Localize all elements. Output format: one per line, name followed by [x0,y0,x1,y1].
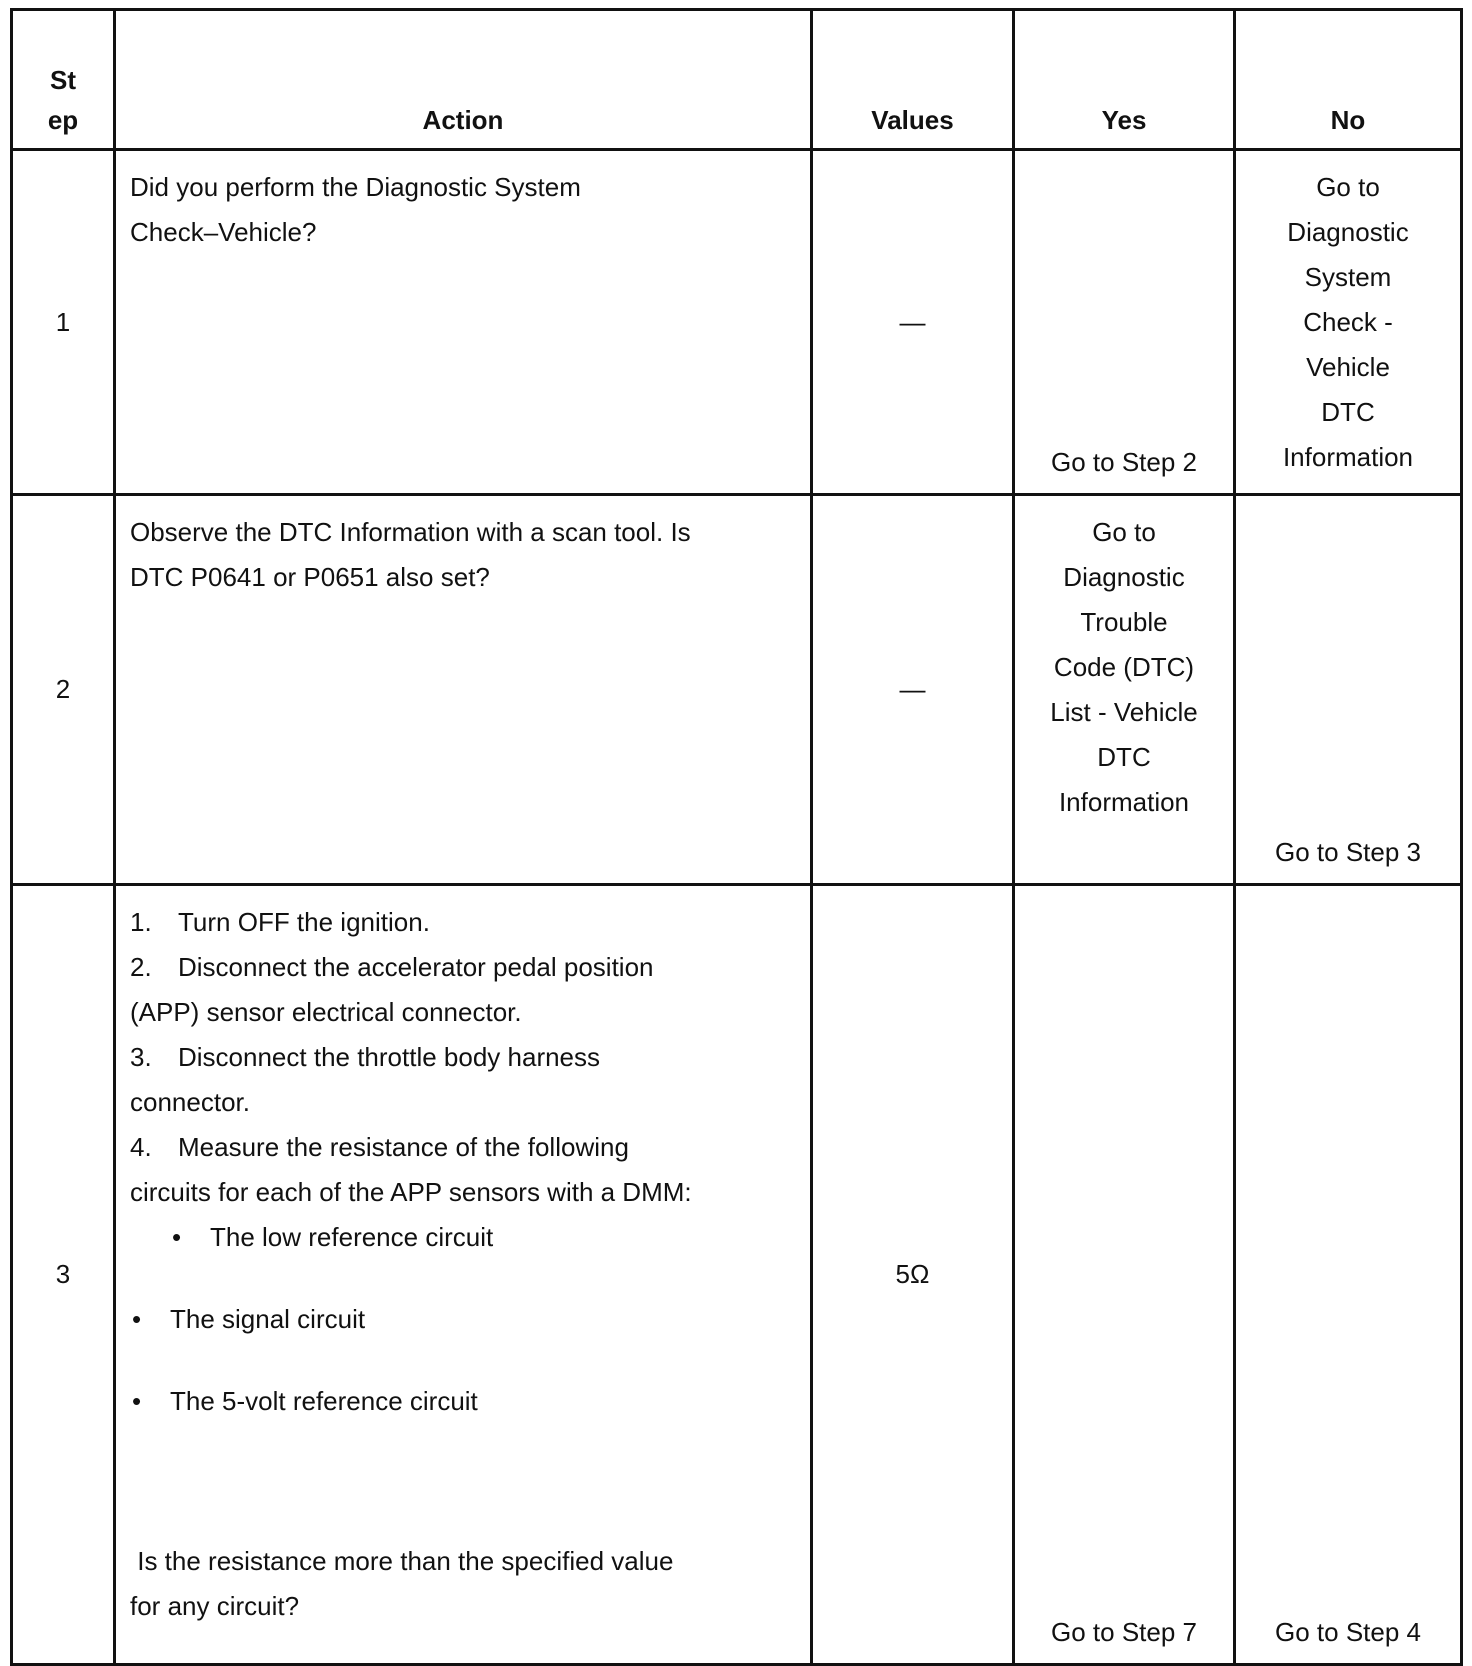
yes-line: List - Vehicle [1050,697,1198,727]
no-line: Go to [1316,172,1380,202]
action-line: Did you perform the Diagnostic System [130,172,581,202]
yes-line: Trouble [1080,607,1168,637]
header-values: Values [812,10,1014,150]
header-step-line2: ep [47,105,79,135]
substep-text: Measure the resistance of the following [178,1132,629,1162]
action-cell [115,885,812,1665]
header-yes: Yes [1014,10,1235,150]
diagnostic-table [10,8,1463,1666]
bullet-icon: • [132,1304,142,1334]
header-no: No [1235,10,1462,150]
yes-link[interactable] [1015,510,1233,825]
action-line: DTC P0641 or P0651 also set? [130,562,490,592]
no-line: System [1304,262,1392,292]
action-cell [115,495,812,885]
no-link[interactable]: Go to Step 4 [1275,1617,1421,1647]
bullet-text: The low reference circuit [210,1222,494,1252]
bullet-item [130,1297,798,1342]
yes-link[interactable]: Go to Step 2 [1051,447,1197,477]
bullet-item [130,1215,798,1260]
yes-line: Diagnostic [1063,562,1185,592]
substep-number: 1. [130,907,152,937]
table-row [12,885,1462,1665]
no-line: Check - [1303,307,1393,337]
yes-link[interactable]: Go to Step 7 [1051,1617,1197,1647]
header-row [12,10,1462,150]
no-line: Vehicle [1306,352,1390,382]
substep-4-cont: circuits for each of the APP sensors with a DMM: [130,1177,692,1207]
value-cell: — [812,150,1014,495]
yes-cell [1014,150,1235,495]
no-cell [1235,150,1462,495]
substep-1 [130,900,798,945]
table-row [12,150,1462,495]
bullet-item [130,1379,798,1424]
no-link[interactable] [1236,165,1460,480]
step-number: 1 [12,150,115,495]
no-link[interactable]: Go to Step 3 [1275,837,1421,867]
yes-line: Go to [1092,517,1156,547]
yes-cell [1014,495,1235,885]
action-cell [115,150,812,495]
no-line: Diagnostic [1287,217,1409,247]
value-cell: 5Ω [812,885,1014,1665]
header-step-line1: St [50,65,76,95]
question-line: Is the resistance more than the specified value [137,1546,674,1576]
header-action: Action [115,10,812,150]
substep-number: 2. [130,952,152,982]
substep-text: Disconnect the accelerator pedal position [178,952,654,982]
substep-number: 4. [130,1132,152,1162]
header-step [12,10,115,150]
substep-3-cont: connector. [130,1087,250,1117]
value-cell: — [812,495,1014,885]
action-line: Check–Vehicle? [130,217,317,247]
substep-2-cont: (APP) sensor electrical connector. [130,997,522,1027]
yes-line: Code (DTC) [1053,652,1195,682]
bullet-text: The 5-volt reference circuit [170,1386,478,1416]
substep-text: Disconnect the throttle body harness [178,1042,601,1072]
step-number: 2 [12,495,115,885]
bullet-icon: • [132,1386,142,1416]
yes-line: DTC [1097,742,1151,772]
step-number: 3 [12,885,115,1665]
no-cell [1235,885,1462,1665]
no-cell [1235,495,1462,885]
bullet-text: The signal circuit [170,1304,366,1334]
no-line: DTC [1321,397,1375,427]
question-line: for any circuit? [130,1591,300,1621]
substep-number: 3. [130,1042,152,1072]
substep-text: Turn OFF the ignition. [178,907,430,937]
substep-3 [130,1035,798,1080]
substep-2 [130,945,798,990]
substep-4 [130,1125,798,1170]
no-line: Information [1282,442,1414,472]
yes-cell [1014,885,1235,1665]
table-row [12,495,1462,885]
bullet-icon: • [172,1222,182,1252]
yes-line: Information [1058,787,1190,817]
action-line: Observe the DTC Information with a scan tool. Is [130,517,691,547]
